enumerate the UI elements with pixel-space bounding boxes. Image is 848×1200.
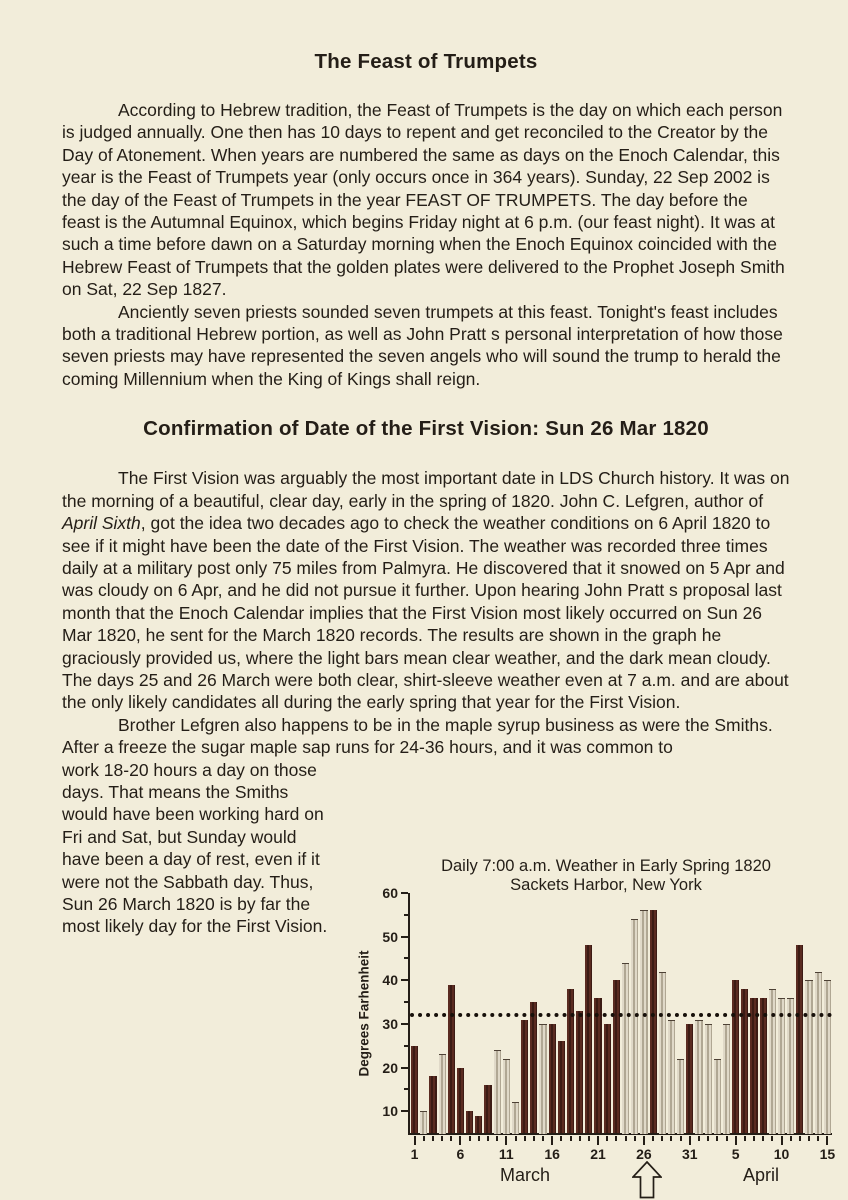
bar-Mar-25 [631,919,638,1134]
y-major-tick [401,1067,408,1069]
bar-Apr-10 [778,998,785,1134]
x-minor-tick [496,1136,498,1141]
y-tick-label: 30 [382,1015,398,1032]
bar-Mar-9 [484,1085,491,1133]
x-minor-tick [817,1136,819,1141]
x-minor-tick [560,1136,562,1141]
x-tick-label: 5 [731,1146,740,1162]
x-minor-tick [762,1136,764,1141]
x-minor-tick [790,1136,792,1141]
y-tick-label: 60 [382,885,398,901]
y-major-tick [401,1023,408,1025]
x-minor-tick [726,1136,728,1141]
bar-Mar-20 [585,945,592,1133]
y-minor-tick [404,914,408,916]
bar-Apr-8 [760,998,767,1133]
bar-Mar-14 [530,1002,537,1133]
y-major-tick [401,979,408,981]
bar-Apr-7 [750,998,757,1133]
x-minor-tick [423,1136,425,1141]
bar-Mar-22 [604,1024,611,1133]
x-minor-tick [515,1136,517,1141]
bar-Mar-31 [686,1024,693,1133]
x-tick-label: 31 [682,1146,698,1162]
x-major-tick [414,1136,416,1145]
bar-Apr-6 [741,989,748,1133]
x-tick-label: 6 [456,1146,465,1162]
bar-Mar-5 [448,985,455,1133]
bar-Mar-4 [439,1054,446,1134]
bar-Mar-21 [594,998,601,1133]
paragraph-maple-intro: Brother Lefgren also happens to be in the maple syrup business as were the Smiths. After a freeze the sugar maple sap runs for 24-36 hours, and it was common to [62,714,773,758]
bar-Apr-3 [714,1059,721,1134]
bar-Mar-29 [668,1020,675,1134]
x-minor-tick [469,1136,471,1141]
x-major-tick [459,1136,461,1145]
paragraph-first-vision-text-2: , got the idea two decades ago to check the weather conditions on 6 April 1820 to see if it might have been the date of the First Vision. The weather was recorded three times daily at a military post only 75 miles from Palmyra. He discovered that it snowed on 5 Apr and was cloudy on 6 Apr, and he did not pursue it further. Upon hearing John Pratt s proposal last month that the Enoch Calendar implies that the First Vision most likely occurred on Sun 26 Mar 1820, he sent for the March 1820 records. The results are shown in the graph he graciously provided us, where the light bars mean clear weather, and the dark mean cloudy. The days 25 and 26 March were both clear, shirt-sleeve weather even at 7 a.m. and are about the only likely candidates all during the early spring that year for the First Vision. [62,513,789,713]
x-minor-tick [542,1136,544,1141]
bar-Apr-13 [805,980,812,1134]
bar-Mar-26 [640,910,647,1134]
x-tick-label: 1 [410,1146,419,1162]
bar-Mar-10 [494,1050,501,1134]
x-minor-tick [698,1136,700,1141]
bar-Apr-2 [705,1024,712,1134]
x-minor-tick [579,1136,581,1141]
weather-bar-chart [336,852,848,1200]
bar-Apr-1 [695,1020,702,1134]
bar-Mar-1 [411,1046,418,1133]
bar-Apr-15 [824,980,831,1134]
bar-Mar-3 [429,1076,436,1133]
y-minor-tick [404,957,408,959]
bar-Mar-28 [659,972,666,1134]
y-minor-tick [404,1045,408,1047]
bar-Mar-24 [622,963,629,1134]
x-major-tick [643,1136,645,1145]
x-tick-label: 21 [590,1146,606,1162]
y-tick-label: 10 [382,1103,398,1120]
y-axis-label: Degrees Farhenheit [356,950,372,1077]
bar-Apr-14 [815,972,822,1134]
bar-Mar-15 [539,1024,546,1134]
bar-Mar-16 [549,1024,556,1133]
x-minor-tick [716,1136,718,1141]
x-tick-label: 11 [498,1146,514,1162]
x-major-tick [781,1136,783,1145]
paragraph-first-vision-text: The First Vision was arguably the most important date in LDS Church history. It was on the morning of a beautiful, clear day, early in the spring of 1820. John C. Lefgren, author of [62,468,790,511]
bar-Mar-17 [558,1041,565,1133]
y-tick-label: 40 [382,972,398,989]
x-minor-tick [771,1136,773,1141]
bar-Mar-18 [567,989,574,1133]
bar-Mar-6 [457,1068,464,1133]
x-minor-tick [487,1136,489,1141]
x-major-tick [826,1136,828,1145]
x-minor-tick [450,1136,452,1141]
x-minor-tick [670,1136,672,1141]
bar-Apr-9 [769,989,776,1134]
paragraph-feast-2: Anciently seven priests sounded seven trumpets at this feast. Tonight's feast includes both a traditional Hebrew portion, as well as John Pratt s personal interpretation of how those seven priests may have represented the seven angels who will sound the trump to herald the coming Millennium when the King of Kings shall reign. [62,301,783,389]
chart-subtitle: Sackets Harbor, New York [510,876,702,894]
chart-title: Daily 7:00 a.m. Weather in Early Spring 1820 [441,857,771,875]
x-minor-tick [588,1136,590,1141]
x-tick-label: 26 [636,1146,652,1162]
bar-Mar-8 [475,1116,482,1133]
book-title-april-sixth: April Sixth [62,513,141,534]
x-minor-tick [441,1136,443,1141]
x-minor-tick [478,1136,480,1141]
bar-Apr-12 [796,945,803,1133]
x-minor-tick [744,1136,746,1141]
x-tick-label: 15 [819,1146,836,1162]
bar-Mar-12 [512,1102,519,1134]
y-major-tick [401,936,408,938]
bar-Mar-13 [521,1020,528,1133]
y-tick-label: 20 [382,1059,398,1076]
x-major-tick [597,1136,599,1145]
up-arrow-icon [632,1161,662,1199]
y-major-tick [401,1110,408,1112]
bar-Mar-2 [420,1111,427,1134]
x-tick-label: 10 [773,1146,790,1162]
x-minor-tick [808,1136,810,1141]
bar-Apr-11 [787,998,794,1134]
y-minor-tick [404,1088,408,1090]
x-major-tick [735,1136,737,1145]
x-minor-tick [661,1136,663,1141]
x-minor-tick [707,1136,709,1141]
x-tick-label: 16 [544,1146,560,1162]
x-major-tick [689,1136,691,1145]
x-minor-tick [533,1136,535,1141]
x-minor-tick [432,1136,434,1141]
x-minor-tick [634,1136,636,1141]
page-title: The Feast of Trumpets [314,50,538,73]
bar-Mar-27 [650,910,657,1133]
x-minor-tick [799,1136,801,1141]
freezing-line [410,1013,832,1017]
x-major-tick [505,1136,507,1145]
x-minor-tick [680,1136,682,1141]
bar-Apr-5 [732,980,739,1133]
section-title-first-vision: Confirmation of Date of the First Vision: Sun 26 Mar 1820 [143,417,709,441]
bar-Mar-11 [503,1059,510,1134]
paragraph-first-vision [62,467,790,713]
x-minor-tick [625,1136,627,1141]
y-tick-label: 50 [382,928,398,945]
x-axis-month-april: April [742,1165,779,1185]
bar-Mar-19 [576,1011,583,1133]
x-minor-tick [615,1136,617,1141]
y-major-tick [401,892,408,894]
x-minor-tick [524,1136,526,1141]
bar-Mar-7 [466,1111,473,1133]
bar-Mar-30 [677,1059,684,1134]
x-major-tick [551,1136,553,1145]
y-minor-tick [404,1001,408,1003]
x-minor-tick [753,1136,755,1141]
x-minor-tick [570,1136,572,1141]
paragraph-maple-column: work 18-20 hours a day on those days. That means the Smiths would have been working hard on Fri and Sat, but Sunday would have been a day of rest, even if it were not the Sabbath day. Thus, Sun 26 March 1820 is by far the most likely day for the First Vision. [62,759,328,937]
paragraph-feast-1: According to Hebrew tradition, the Feast of Trumpets is the day on which each person is judged annually. One then has 10 days to repent and get reconciled to the Creator by the Day of Atonement. When years are numbered the same as days on the Enoch Calendar, this year is the Feast of Trumpets year (only occurs once in 364 years). Sunday, 22 Sep 2002 is the day of the Feast of Trumpets in the year FEAST OF TRUMPETS. The day before the feast is the Autumnal Equinox, which begins Friday night at 6 p.m. (our feast night). It was at such a time before dawn on a Saturday morning when the Enoch Equinox coincided with the Hebrew Feast of Trumpets that the golden plates were delivered to the Prophet Joseph Smith on Sat, 22 Sep 1827. [62,100,785,300]
bar-Apr-4 [723,1024,730,1134]
bar-Mar-23 [613,980,620,1133]
x-minor-tick [606,1136,608,1141]
x-minor-tick [652,1136,654,1141]
x-axis-month-march: March [499,1165,550,1185]
